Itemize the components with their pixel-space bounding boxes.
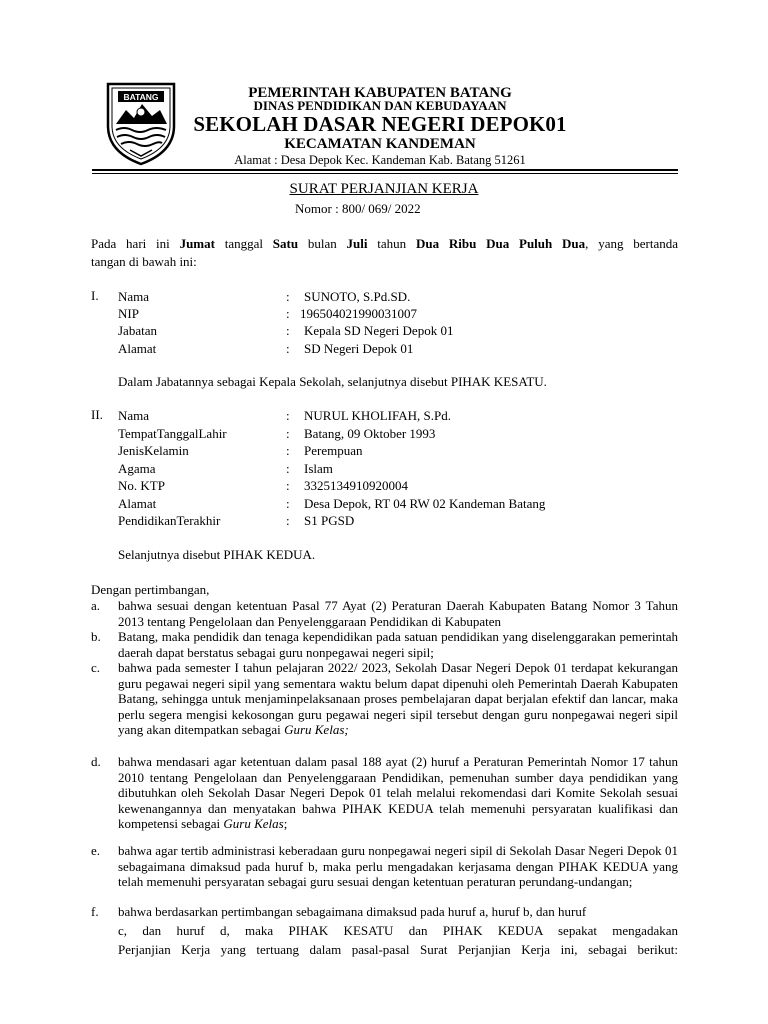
field-colon: : bbox=[286, 478, 290, 493]
consideration-text: bahwa mendasari agar ketentuan dalam pasal 188 ayat (2) huruf a Peraturan Pemerintah Nomor 17 tahun 2010 tentang Pengelolaan dan Penyelenggaraan Pendidikan, pemenuhan sumber daya pendidikan yang dibutuhkan oleh Sekolah Dasar Negeri Depok 01 telah melalui rekomendasi dari Komite Sekolah sesuai kewenangannya dan menyatakan bahwa PIHAK KEDUA telah memenuhi persyaratan kualifikasi dan kompetensi sebagai bbox=[118, 754, 678, 831]
party-2-label: PendidikanTerakhir bbox=[118, 513, 221, 528]
party-2-label: Nama bbox=[118, 408, 150, 423]
party-2-value: Batang, 09 Oktober 1993 bbox=[304, 426, 436, 441]
letterhead-address: Alamat : Desa Depok Kec. Kandeman Kab. Batang 51261 bbox=[234, 153, 526, 167]
field-colon: : bbox=[286, 496, 290, 511]
consideration-f-continuation-1: c, dan huruf d, maka PIHAK KESATU dan PIHAK KEDUA sepakat mengadakan bbox=[118, 923, 678, 938]
party-2-label: No. KTP bbox=[118, 478, 165, 493]
party-2-value: 3325134910920004 bbox=[304, 478, 408, 493]
field-colon: : bbox=[286, 306, 290, 321]
field-colon: : bbox=[286, 323, 290, 338]
consideration-label: f. bbox=[91, 904, 99, 919]
party-2-value: Desa Depok, RT 04 RW 02 Kandeman Batang bbox=[304, 496, 546, 511]
consideration-f-continuation-2: Perjanjian Kerja yang tertuang dalam pasal-pasal Surat Perjanjian Kerja ini, sebagai berikut: bbox=[118, 942, 678, 957]
letterhead-school: SEKOLAH DASAR NEGERI DEPOK01 bbox=[193, 112, 567, 136]
opening-text: tahun bbox=[367, 236, 416, 251]
party-1-value: SUNOTO, S.Pd.SD. bbox=[304, 289, 411, 304]
document-number: Nomor : 800/ 069/ 2022 bbox=[295, 201, 421, 216]
opening-day: Jumat bbox=[179, 236, 215, 251]
party-2-label: TempatTanggalLahir bbox=[118, 426, 227, 441]
opening-text: bulan bbox=[298, 236, 347, 251]
field-colon: : bbox=[286, 461, 290, 476]
letterhead-department: DINAS PENDIDIKAN DAN KEBUDAYAAN bbox=[253, 98, 507, 113]
field-colon: : bbox=[286, 341, 290, 356]
party-2-value: S1 PGSD bbox=[304, 513, 355, 528]
party-2-label: Alamat bbox=[118, 496, 157, 511]
party-2-value: Islam bbox=[304, 461, 333, 476]
opening-text: , yang bertanda bbox=[585, 236, 678, 251]
opening-date: Satu bbox=[272, 236, 299, 251]
party-1-number: I. bbox=[91, 288, 99, 303]
field-colon: : bbox=[286, 408, 290, 423]
considerations-intro: Dengan pertimbangan, bbox=[91, 582, 210, 597]
opening-year: Dua Ribu Dua Puluh Dua bbox=[415, 236, 586, 251]
consideration-emphasis: Guru Kelas; bbox=[284, 722, 349, 737]
opening-line-1 bbox=[91, 235, 678, 252]
letterhead-government: PEMERINTAH KABUPATEN BATANG bbox=[248, 85, 512, 101]
consideration-text: Batang, maka pendidik dan tenaga kependidikan pada satuan pendidikan yang diselenggarakan pemerintah daerah dapat berstatus sebagai guru nonpegawai negeri sipil; bbox=[118, 629, 678, 660]
party-1-label: NIP bbox=[118, 306, 139, 321]
party-1-value: 196504021990031007 bbox=[300, 306, 417, 321]
letterhead-district: KECAMATAN KANDEMAN bbox=[284, 136, 476, 152]
opening-month: Juli bbox=[346, 236, 368, 251]
consideration-label: b. bbox=[91, 629, 101, 644]
letterhead-divider-thin bbox=[92, 173, 678, 174]
party-2-label: JenisKelamin bbox=[118, 443, 189, 458]
field-colon: : bbox=[286, 443, 290, 458]
consideration-text: bahwa agar tertib administrasi keberadaan guru nonpegawai negeri sipil di Sekolah Dasar Negeri Depok 01 sebagaimana dimaksud pada huruf b, maka perlu mengadakan kerjasama dengan PIHAK KEDUA yang telah memenuhi persyaratan sebagai guru sesuai dengan ketentuan peraturan perundang-undangan; bbox=[118, 843, 678, 889]
opening-text: Pada hari ini bbox=[91, 236, 180, 251]
consideration-emphasis: Guru Kelas bbox=[223, 816, 284, 831]
consideration-text: ; bbox=[283, 816, 288, 831]
consideration-label: d. bbox=[91, 754, 101, 769]
opening-line-2: tangan di bawah ini: bbox=[91, 254, 197, 269]
party-2-value: Perempuan bbox=[304, 443, 363, 458]
party-1-label: Alamat bbox=[118, 341, 157, 356]
opening-text: tanggal bbox=[214, 236, 273, 251]
field-colon: : bbox=[286, 513, 290, 528]
party-2-label: Agama bbox=[118, 461, 156, 476]
consideration-text-with-emphasis bbox=[118, 660, 678, 738]
consideration-text: bahwa sesuai dengan ketentuan Pasal 77 Ayat (2) Peraturan Daerah Kabupaten Batang Nomor 3 Tahun 2013 tentang Pengelolaan dan Penyelenggaraan Pendidikan di Kabupaten bbox=[118, 598, 678, 629]
consideration-label: e. bbox=[91, 843, 101, 858]
consideration-text-with-emphasis bbox=[118, 754, 678, 832]
document-title: SURAT PERJANJIAN KERJA bbox=[289, 181, 479, 197]
field-colon: : bbox=[286, 289, 290, 304]
party-1-label: Jabatan bbox=[118, 323, 157, 338]
party-1-note: Dalam Jabatannya sebagai Kepala Sekolah, selanjutnya disebut PIHAK KESATU. bbox=[118, 374, 547, 389]
consideration-text: bahwa berdasarkan pertimbangan sebagaimana dimaksud pada huruf a, huruf b, dan huruf bbox=[118, 904, 587, 919]
field-colon: : bbox=[286, 426, 290, 441]
batang-regency-emblem bbox=[104, 80, 178, 166]
party-1-value: SD Negeri Depok 01 bbox=[304, 341, 414, 356]
party-1-value: Kepala SD Negeri Depok 01 bbox=[304, 323, 454, 338]
party-2-note: Selanjutnya disebut PIHAK KEDUA. bbox=[118, 547, 316, 562]
consideration-label: a. bbox=[91, 598, 101, 613]
party-2-number: II. bbox=[91, 407, 103, 422]
letterhead-divider-thick bbox=[92, 169, 678, 171]
emblem-text: BATANG bbox=[123, 92, 159, 102]
party-1-label: Nama bbox=[118, 289, 150, 304]
consideration-label: c. bbox=[91, 660, 101, 675]
party-2-value: NURUL KHOLIFAH, S.Pd. bbox=[304, 408, 451, 423]
consideration-text: bahwa pada semester I tahun pelajaran 2022/ 2023, Sekolah Dasar Negeri Depok 01 terdapat kekurangan guru pegawai negeri sipil yang sementara waktu belum dapat dipenuhi oleh Pemerintah Daerah Kabupaten Batang, sehingga untuk menjaminpelaksanaan proses pembelajaran dapat berjalan efektif dan lancar, maka perlu segera mengisi kekosongan guru pegawai negeri sipil tersebut dengan guru nonpegawai negeri sipil yang akan ditempatkan sebagai bbox=[118, 660, 678, 737]
